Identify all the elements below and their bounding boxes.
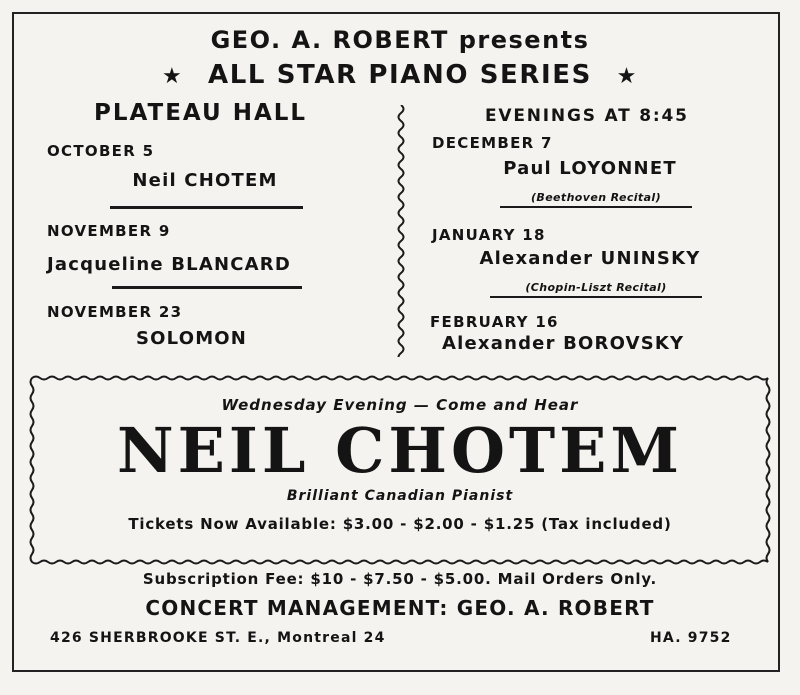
concert-artist: Paul LOYONNET xyxy=(503,158,677,179)
recital-note xyxy=(490,276,702,298)
series-title: ALL STAR PIANO SERIES xyxy=(208,60,592,90)
subscription-fee: Subscription Fee: $10 - $7.50 - $5.00. Mail Orders Only. xyxy=(142,570,658,588)
ticket-prices: Tickets Now Available: $3.00 - $2.00 - $1.25 (Tax included) xyxy=(128,515,672,533)
presenter-line: GEO. A. ROBERT presents xyxy=(210,26,590,54)
series-title-row xyxy=(0,60,800,90)
management-line: CONCERT MANAGEMENT: GEO. A. ROBERT xyxy=(145,596,655,620)
concert-artist: Alexander BOROVSKY xyxy=(442,333,685,354)
wavy-divider xyxy=(395,105,407,357)
concert-artist: Alexander UNINSKY xyxy=(479,248,701,269)
divider-rule xyxy=(110,206,303,209)
concert-artist: Neil CHOTEM xyxy=(132,170,278,191)
recital-note xyxy=(500,186,692,208)
concert-date: NOVEMBER 23 xyxy=(47,303,183,321)
recital-note-text: (Chopin-Liszt Recital) xyxy=(525,281,667,294)
feature-name: NEIL CHOTEM xyxy=(116,414,684,487)
concert-artist: Jacqueline BLANCARD xyxy=(47,254,291,275)
feature-intro: Wednesday Evening — Come and Hear xyxy=(221,396,579,414)
concert-date: DECEMBER 7 xyxy=(432,134,553,152)
recital-note-text: (Beethoven Recital) xyxy=(530,191,662,204)
venue-name: PLATEAU HALL xyxy=(94,100,308,126)
feature-description: Brilliant Canadian Pianist xyxy=(286,488,514,504)
concert-artist: SOLOMON xyxy=(136,328,248,349)
concert-date: NOVEMBER 9 xyxy=(47,222,171,240)
address: 426 SHERBROOKE ST. E., Montreal 24 xyxy=(50,630,386,646)
concert-date: FEBRUARY 16 xyxy=(430,313,559,331)
concert-date: OCTOBER 5 xyxy=(47,142,155,160)
phone-number: HA. 9752 xyxy=(650,630,732,646)
evening-time: EVENINGS AT 8:45 xyxy=(485,106,689,126)
star-icon: ★ xyxy=(616,64,638,89)
divider-rule xyxy=(112,286,302,289)
star-icon: ★ xyxy=(162,64,184,89)
concert-date: JANUARY 18 xyxy=(432,226,546,244)
